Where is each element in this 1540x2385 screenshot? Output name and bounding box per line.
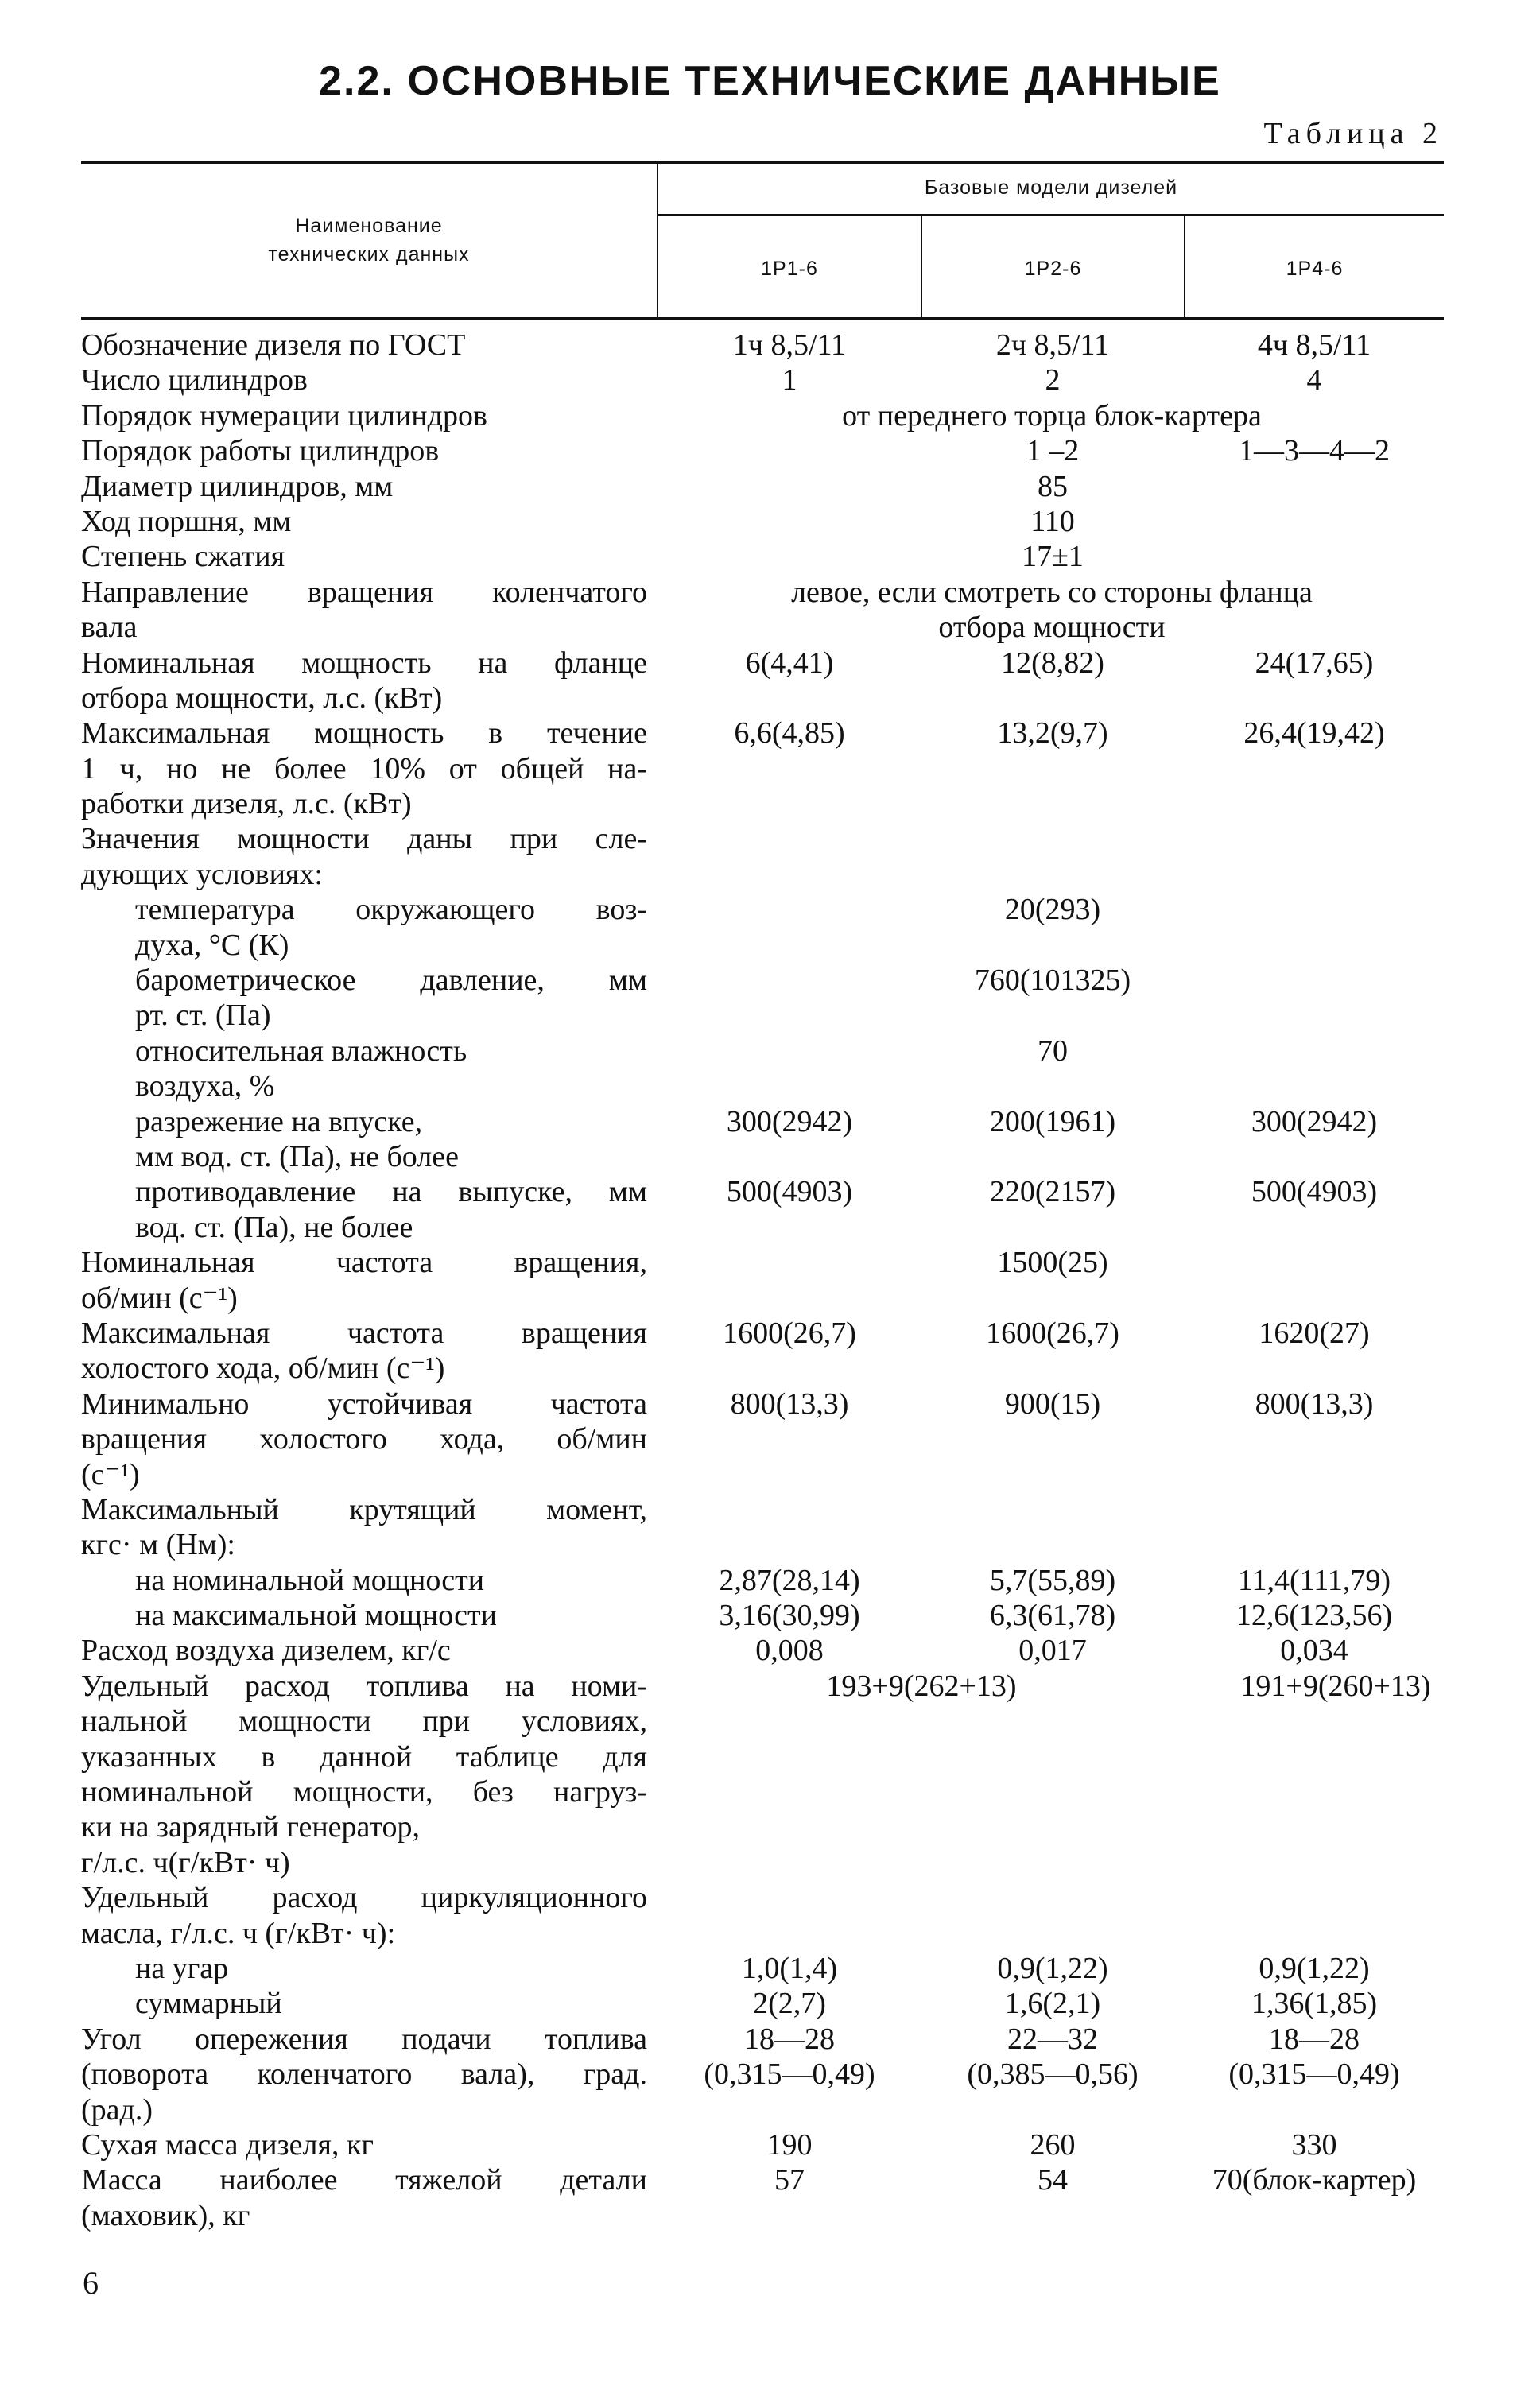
row-label: 1 ч, но не более 10% от общей на- xyxy=(81,751,647,785)
row-label: Число цилиндров xyxy=(81,363,308,398)
cell-value-model-1: 2(2,7) xyxy=(753,1987,826,2021)
row-label: указанных в данной таблице для xyxy=(81,1739,647,1774)
row-label: на номинальной мощности xyxy=(135,1563,485,1597)
table-line xyxy=(0,751,1540,786)
cell-value-model-1: 6,6(4,85) xyxy=(734,716,845,750)
row-label: разрежение на впуске, xyxy=(135,1104,423,1138)
cell-value-model-2: 0,9(1,22) xyxy=(997,1951,1108,1985)
section-title: 2.2. ОСНОВНЫЕ ТЕХНИЧЕСКИЕ ДАННЫЕ xyxy=(319,58,1221,104)
row-label: Диаметр цилиндров, мм xyxy=(81,469,394,503)
table-line xyxy=(0,1174,1540,1209)
cell-value-model-2: 54 xyxy=(1038,2163,1068,2197)
cell-value-model-2: 5,7(55,89) xyxy=(989,1563,1116,1597)
table-line xyxy=(0,716,1540,750)
name-column-header xyxy=(81,211,657,269)
row-label: Порядок нумерации цилиндров xyxy=(81,398,487,432)
table-line xyxy=(0,1281,1540,1316)
row-label: Направление вращения коленчатого xyxy=(81,575,647,609)
row-label: г/л.с. ч(г/кВт· ч) xyxy=(81,1845,290,1879)
table-line xyxy=(0,2092,1540,2127)
page-number: 6 xyxy=(83,2265,99,2301)
row-label: Удельный расход топлива на номи- xyxy=(81,1669,647,1703)
table-line xyxy=(0,2022,1540,2057)
cell-value-model-3: 24(17,65) xyxy=(1255,646,1374,680)
row-label: относительная влажность xyxy=(135,1034,467,1068)
row-label: на максимальной мощности xyxy=(135,1599,497,1633)
cell-value-model-3: 4ч 8,5/11 xyxy=(1257,328,1371,362)
table-line xyxy=(0,1104,1540,1139)
row-label: дующих условиях: xyxy=(81,857,323,891)
table-line xyxy=(0,1492,1540,1527)
table-line xyxy=(0,1457,1540,1492)
cell-value-model-2: 110 xyxy=(1030,504,1075,538)
table-line xyxy=(0,328,1540,363)
table-line xyxy=(0,433,1540,468)
row-label: Номинальная мощность на фланце xyxy=(81,646,647,680)
row-label: масла, г/л.с. ч (г/кВт· ч): xyxy=(81,1916,396,1950)
row-label: вод. ст. (Па), не более xyxy=(135,1210,413,1244)
table-line xyxy=(0,998,1540,1033)
table-line xyxy=(0,469,1540,504)
row-label: Номинальная частота вращения, xyxy=(81,1246,647,1280)
row-label: мм вод. ст. (Па), не более xyxy=(135,1139,459,1173)
row-label: Значения мощности даны при сле- xyxy=(81,822,647,856)
row-label: холостого хода, об/мин (с⁻¹) xyxy=(81,1352,445,1386)
cell-value-model-2: 1,6(2,1) xyxy=(1004,1987,1101,2021)
row-label: (поворота коленчатого вала), град. xyxy=(81,2057,647,2092)
cell-value-model-2: 17±1 xyxy=(1022,540,1084,574)
cell-value-model-2: 760(101325) xyxy=(974,964,1131,998)
cell-value-all-models: левое, если смотреть со стороны фланца xyxy=(791,575,1313,609)
cell-value-model-2: 1500(25) xyxy=(997,1246,1108,1280)
cell-value-model-1: 1,0(1,4) xyxy=(741,1951,838,1985)
cell-value-model-2: 260 xyxy=(1030,2127,1076,2162)
table-line xyxy=(0,1068,1540,1103)
row-label: барометрическое давление, мм xyxy=(135,964,647,998)
row-label: рт. ст. (Па) xyxy=(135,999,271,1033)
cell-value-model-1: 1 xyxy=(782,363,797,398)
cell-value-model-3: 330 xyxy=(1291,2127,1337,2162)
cell-value-model-3: 191+9(260+13) xyxy=(1240,1669,1431,1703)
row-label: Угол опережения подачи топлива xyxy=(81,2022,647,2056)
row-label: отбора мощности, л.с. (кВт) xyxy=(81,681,443,715)
row-label: суммарный xyxy=(135,1987,282,2021)
cell-value-model-1: 300(2942) xyxy=(726,1104,853,1138)
cell-value-model-2: 6,3(61,78) xyxy=(989,1599,1116,1633)
cell-value-model-3: 300(2942) xyxy=(1251,1104,1378,1138)
cell-value-model-3: 12,6(123,56) xyxy=(1235,1599,1393,1633)
cell-value-model-3: 1,36(1,85) xyxy=(1251,1987,1378,2021)
table-line xyxy=(0,681,1540,716)
row-label: (рад.) xyxy=(81,2092,153,2127)
models-group-header: Базовые модели дизелей xyxy=(924,176,1178,199)
row-label: вращения холостого хода, об/мин xyxy=(81,1422,647,1456)
table-line xyxy=(0,363,1540,398)
row-label: (с⁻¹) xyxy=(81,1457,140,1491)
table-line xyxy=(0,1316,1540,1351)
table-line xyxy=(0,892,1540,927)
name-column-header-line: технических данных xyxy=(268,243,470,266)
cell-value-model-1: 800(13,3) xyxy=(730,1386,849,1421)
cell-value-model-2: 20(293) xyxy=(1004,893,1101,927)
row-label: Сухая масса дизеля, кг xyxy=(81,2127,374,2162)
cell-value-model-3: 0,9(1,22) xyxy=(1259,1951,1370,1985)
table-line xyxy=(0,1598,1540,1633)
cell-value-model-2: 1600(26,7) xyxy=(986,1316,1119,1350)
table-line xyxy=(0,1563,1540,1598)
table-label: Таблица 2 xyxy=(1263,117,1443,150)
cell-value-model-2: 13,2(9,7) xyxy=(997,716,1108,750)
row-label: ки на зарядный генератор, xyxy=(81,1810,421,1844)
row-label: Масса наиболее тяжелой детали xyxy=(81,2163,647,2197)
cell-value-model-1: 500(4903) xyxy=(726,1175,853,1209)
model-header-1p1-6: 1Р1-6 xyxy=(761,258,818,280)
cell-value-all-models: отбора мощности xyxy=(938,611,1166,645)
row-label: об/мин (с⁻¹) xyxy=(81,1281,238,1315)
row-label: температура окружающего воз- xyxy=(135,893,647,927)
cell-value-model-2: 900(15) xyxy=(1004,1386,1101,1421)
table-line xyxy=(0,1386,1540,1421)
row-label: вала xyxy=(81,611,138,645)
cell-value-model-3: 70(блок-картер) xyxy=(1212,2163,1417,2197)
row-label: кгс· м (Нм): xyxy=(81,1528,235,1562)
row-label: воздуха, % xyxy=(135,1069,275,1103)
table-line xyxy=(0,928,1540,963)
row-label: Расход воздуха дизелем, кг/с xyxy=(81,1634,451,1668)
table-line xyxy=(0,610,1540,645)
table-line xyxy=(0,1633,1540,1668)
table-line xyxy=(0,857,1540,892)
cell-value-model-3: 18—28 xyxy=(1269,2022,1360,2056)
model-header-1p4-6: 1Р4-6 xyxy=(1286,258,1344,280)
row-label: номинальной мощности, без нагруз- xyxy=(81,1775,647,1809)
table-line xyxy=(0,821,1540,856)
row-label: нальной мощности при условиях, xyxy=(81,1704,647,1739)
table-line xyxy=(0,1845,1540,1880)
models-rule xyxy=(658,214,1444,216)
cell-value-model-1: 2,87(28,14) xyxy=(719,1563,860,1597)
table-line xyxy=(0,963,1540,998)
table-line xyxy=(0,398,1540,433)
table-line xyxy=(0,1421,1540,1456)
cell-value-model-2: 220(2157) xyxy=(989,1175,1116,1209)
cell-value-models-1-2: 193+9(262+13) xyxy=(826,1669,1017,1703)
cell-value-model-3: 1—3—4—2 xyxy=(1239,434,1390,468)
cell-value-model-3: 0,034 xyxy=(1280,1634,1348,1668)
row-label: Максимальный крутящий момент, xyxy=(81,1492,647,1526)
table-line xyxy=(0,1139,1540,1174)
table-line xyxy=(0,1951,1540,1986)
cell-value-model-3: 11,4(111,79) xyxy=(1237,1563,1391,1597)
cell-value-model-3: 800(13,3) xyxy=(1255,1386,1374,1421)
table-line xyxy=(0,575,1540,610)
table-line xyxy=(0,2057,1540,2092)
table-line xyxy=(0,504,1540,539)
table-line xyxy=(0,1210,1540,1245)
table-line xyxy=(0,2127,1540,2162)
cell-value-model-2: 70 xyxy=(1038,1034,1068,1068)
table-line xyxy=(0,2198,1540,2233)
cell-value-model-2: 0,017 xyxy=(1018,1634,1087,1668)
table-line xyxy=(0,2162,1540,2197)
cell-value-model-2: 1 –2 xyxy=(1026,434,1080,468)
table-line xyxy=(0,1034,1540,1068)
table-line xyxy=(0,1986,1540,2021)
cell-value-model-1: 3,16(30,99) xyxy=(719,1599,860,1633)
cell-value-model-1: (0,315—0,49) xyxy=(704,2057,875,2092)
table-line xyxy=(0,646,1540,681)
table-top-rule xyxy=(81,161,1444,164)
cell-value-model-2: 22—32 xyxy=(1007,2022,1098,2056)
model-header-1p2-6: 1Р2-6 xyxy=(1024,258,1082,280)
header-bottom-rule xyxy=(81,317,1444,320)
table-line xyxy=(0,1880,1540,1915)
name-column-header-line: Наименование xyxy=(295,215,443,237)
cell-value-model-2: (0,385—0,56) xyxy=(967,2057,1139,2092)
row-label: противодавление на выпуске, мм xyxy=(135,1175,647,1209)
table-line xyxy=(0,1245,1540,1280)
table-line xyxy=(0,1351,1540,1386)
cell-value-model-1: 18—28 xyxy=(744,2022,835,2056)
cell-value-model-2: 12(8,82) xyxy=(1001,646,1104,680)
table-body xyxy=(0,328,1540,2233)
table-line xyxy=(0,1774,1540,1809)
cell-value-model-2: 200(1961) xyxy=(989,1104,1116,1138)
cell-value-model-3: (0,315—0,49) xyxy=(1228,2057,1400,2092)
table-line xyxy=(0,1527,1540,1562)
cell-value-model-1: 57 xyxy=(774,2163,805,2197)
cell-value-model-2: 2ч 8,5/11 xyxy=(995,328,1110,362)
row-label: Удельный расход циркуляционного xyxy=(81,1881,647,1915)
row-label: Максимальная частота вращения xyxy=(81,1316,647,1350)
table-line xyxy=(0,539,1540,574)
row-label: Максимальная мощность в течение xyxy=(81,716,647,750)
cell-value-model-1: 1600(26,7) xyxy=(723,1316,856,1350)
cell-value-model-3: 1620(27) xyxy=(1259,1316,1370,1350)
cell-value-model-1: 190 xyxy=(766,2127,813,2162)
cell-value-model-1: 1ч 8,5/11 xyxy=(732,328,847,362)
row-label: Минимально устойчивая частота xyxy=(81,1386,647,1421)
row-label: на угар xyxy=(135,1951,229,1985)
cell-value-model-3: 500(4903) xyxy=(1251,1175,1378,1209)
cell-value-model-1: 0,008 xyxy=(755,1634,824,1668)
cell-value-model-1: 6(4,41) xyxy=(745,646,834,680)
table-line xyxy=(0,1916,1540,1951)
row-label: Обозначение дизеля по ГОСТ xyxy=(81,328,466,362)
table-line xyxy=(0,1669,1540,1704)
cell-value-model-2: 85 xyxy=(1038,469,1068,503)
table-line xyxy=(0,1704,1540,1739)
cell-value-model-3: 26,4(19,42) xyxy=(1243,716,1385,750)
row-label: Порядок работы цилиндров xyxy=(81,434,440,468)
cell-value-all-models: от переднего торца блок-картера xyxy=(842,398,1262,432)
row-label: Степень сжатия xyxy=(81,540,285,574)
row-label: Ход поршня, мм xyxy=(81,504,292,538)
table-line xyxy=(0,1739,1540,1774)
table-line xyxy=(0,1809,1540,1844)
cell-value-model-2: 2 xyxy=(1045,363,1061,398)
cell-value-model-3: 4 xyxy=(1306,363,1322,398)
row-label: (маховик), кг xyxy=(81,2198,250,2232)
row-label: духа, °С (К) xyxy=(135,928,289,962)
row-label: работки дизеля, л.с. (кВт) xyxy=(81,787,412,821)
table-line xyxy=(0,786,1540,821)
